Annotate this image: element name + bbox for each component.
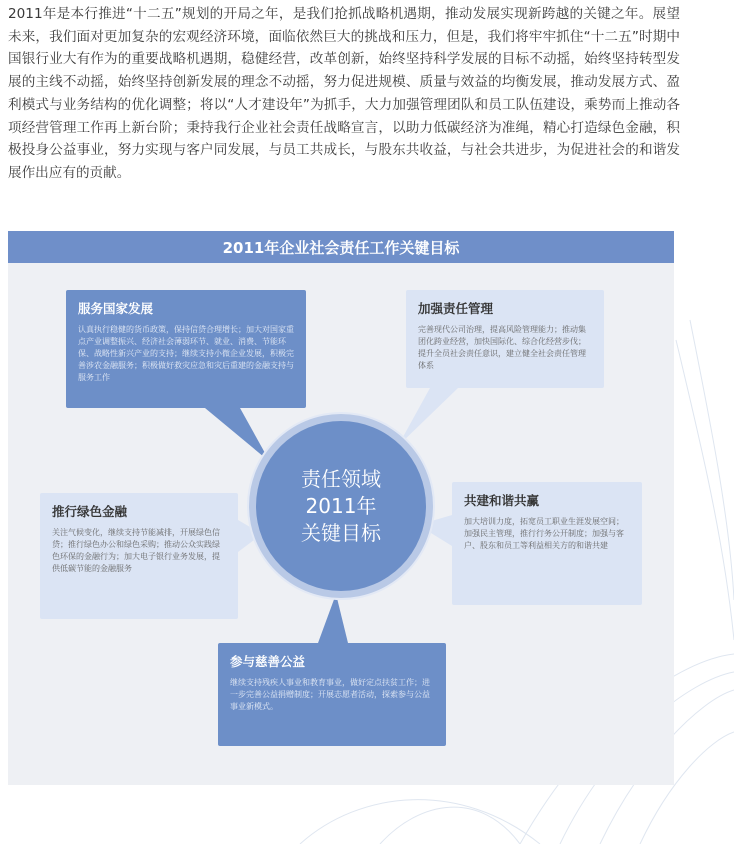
box-charity	[218, 643, 446, 746]
box-harmony-text: 加大培训力度，拓宽员工职业生涯发展空间；加强民主管理，推行行务公开制度；加强与客户、股东和员工等利益相关方的和谐共建	[464, 517, 624, 550]
center-line-2: 2011年	[305, 493, 377, 518]
intro-paragraph: 2011年是本行推进“十二五”规划的开局之年，是我们抢抓战略机遇期，推动发展实现新跨越的关键之年。展望未来，我们面对更加复杂的宏观经济环境，面临依然巨大的挑战和压力，但是，我们将牢牢抓住“十二五”时期中国银行业大有作为的重要战略机遇期，稳健经营，改革创新，始终坚持科学发展的目标不动摇，始终坚持转型发展的主线不动摇，始终坚持创新发展的理念不动摇，努力促进规模、质量与效益的均衡发展，推动发展方式、盈利模式与业务结构的优化调整；将以“人才建设年”为抓手，大力加强管理团队和员工队伍建设，乘势而上推动各项经营管理工作再上新台阶；秉持我行企业社会责任战略宣言，以助力低碳经济为准绳，精心打造绿色金融，积极投身公益事业，努力实现与客户同发展，与员工共成长，与股东共收益，与社会共进步，为促进社会的和谐发展作出应有的贡献。	[8, 6, 680, 181]
box-serve-nation-title: 服务国家发展	[78, 301, 154, 316]
box-charity-text: 继续支持残疾人事业和教育事业，做好定点扶贫工作；进一步完善公益捐赠制度；开展志愿者活动，探索参与公益事业新模式。	[230, 678, 430, 711]
box-serve-nation-text: 认真执行稳健的货币政策，保持信贷合理增长；加大对国家重点产业调整振兴、经济社会薄弱环节、就业、消费、节能环保、战略性新兴产业的支持；继续支持小微企业发展，积极完善涉农金融服务；积极做好救灾应急和灾后重建的金融支持与服务工作	[78, 325, 294, 382]
center-line-3: 关键目标	[301, 520, 381, 545]
center-line-1: 责任领域	[301, 466, 381, 491]
box-harmony	[452, 482, 642, 605]
center-circle	[256, 421, 426, 591]
box-responsibility-mgmt-text: 完善现代公司治理，提高风险管理能力；推动集团化跨业经营，加快国际化、综合化经营步伐；提升全员社会责任意识，建立健全社会责任管理体系	[418, 325, 586, 370]
box-green-finance	[40, 493, 238, 619]
box-serve-nation	[66, 290, 306, 408]
box-charity-title: 参与慈善公益	[230, 654, 306, 669]
box-green-finance-text: 关注气候变化，继续支持节能减排，开展绿色信贷；推行绿色办公和绿色采购；推动公众实践绿色环保的金融行为；加大电子银行业务发展，提供低碳节能的金融服务	[52, 528, 220, 573]
box-harmony-title: 共建和谐共赢	[464, 493, 540, 508]
box-responsibility-mgmt	[406, 290, 604, 388]
box-green-finance-title: 推行绿色金融	[52, 504, 128, 519]
box-responsibility-mgmt-title: 加强责任管理	[418, 301, 494, 316]
panel-title-bar: 2011年企业社会责任工作关键目标	[8, 231, 674, 263]
